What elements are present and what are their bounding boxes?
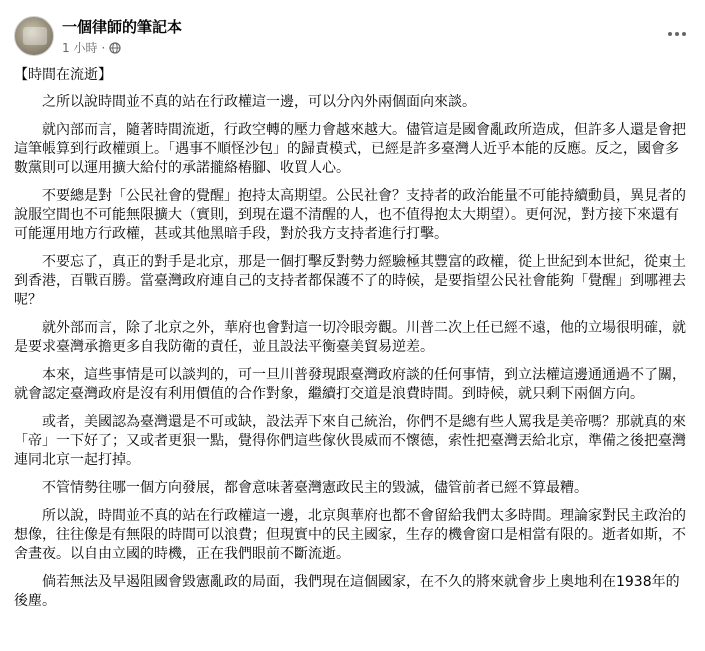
post-paragraph: 之所以說時間並不真的站在行政權這一邊，可以分內外兩個面向來談。 (42, 94, 476, 110)
globe-icon[interactable] (109, 42, 121, 54)
timestamp-link[interactable]: 1 小時 (62, 41, 98, 55)
page-name-link[interactable]: 一個律師的筆記本 (62, 18, 183, 36)
meta-separator: · (101, 41, 106, 55)
avatar[interactable] (14, 16, 54, 56)
post-content (14, 66, 686, 620)
post-meta (62, 40, 121, 56)
post-header (14, 16, 691, 60)
post-paragraph: 倘若無法及早遏阻國會毀憲亂政的局面，我們現在這個國家，在不久的將來就會步上奧地利在1938年的後塵。 (14, 574, 680, 609)
post-paragraph: 或者，美國認為臺灣還是不可或缺，設法弄下來自己統治，你們不是總有些人罵我是美帝嗎？那就真的來「帝」一下好了；又或者更狠一點，覺得你們這些傢伙畏威而不懷德，索性把臺灣丟給北京，準備之後把臺灣連同北京一起打掉。 (14, 414, 686, 468)
avatar-image (23, 27, 47, 45)
post-paragraph: 所以說，時間並不真的站在行政權這一邊，北京與華府也都不會留給我們太多時間。理論家對民主政治的想像，往往像是有無限的時間可以浪費；但現實中的民主國家，生存的機會窗口是相當有限的。逝者如斯，不舍晝夜。以自由立國的時機，正在我們眼前不斷流逝。 (14, 508, 686, 562)
post-paragraph: 就外部而言，除了北京之外，華府也會對這一切冷眼旁觀。川普二次上任已經不遠，他的立場很明確，就是要求臺灣承擔更多自我防衛的責任，並且設法平衡臺美貿易逆差。 (14, 320, 686, 355)
post-paragraph: 就內部而言，隨著時間流逝，行政空轉的壓力會越來越大。儘管這是國會亂政所造成，但許多人還是會把這筆帳算到行政權頭上。「遇事不順怪沙包」的歸責模式，已經是許多臺灣人近乎本能的反應。反之，國會多數黨則可以運用擴大給付的承諾攏絡樁腳、收買人心。 (14, 122, 686, 176)
more-horizontal-icon (667, 31, 687, 37)
post-title: 【時間在流逝】 (14, 67, 112, 83)
more-options-button[interactable] (663, 22, 691, 46)
post-paragraph: 本來，這些事情是可以談判的，可一旦川普發現跟臺灣政府談的任何事情，到立法權這邊通通過不了關，就會認定臺灣政府是沒有利用價值的合作對象，繼續打交道是浪費時間。到時候，就只剩下兩個方向。 (14, 367, 686, 402)
post-paragraph: 不管情勢往哪一個方向發展，都會意味著臺灣憲政民主的毀滅，儘管前者已經不算最糟。 (42, 480, 588, 496)
post-paragraph: 不要忘了，真正的對手是北京，那是一個打擊反對勢力經驗極其豐富的政權，從上世紀到本世紀，從東土到香港，百戰百勝。當臺灣政府連自己的支持者都保護不了的時候，是要指望公民社會能夠「覺醒」到哪裡去呢？ (14, 254, 686, 308)
post-paragraph: 不要總是對「公民社會的覺醒」抱持太高期望。公民社會？支持者的政治能量不可能持續動員，異見者的說服空間也不可能無限擴大（實則，到現在還不清醒的人，也不值得抱太大期望）。更何況，對方接下來還有可能運用地方行政權，甚或其他黑暗手段，對於我方支持者進行打擊。 (14, 188, 686, 242)
